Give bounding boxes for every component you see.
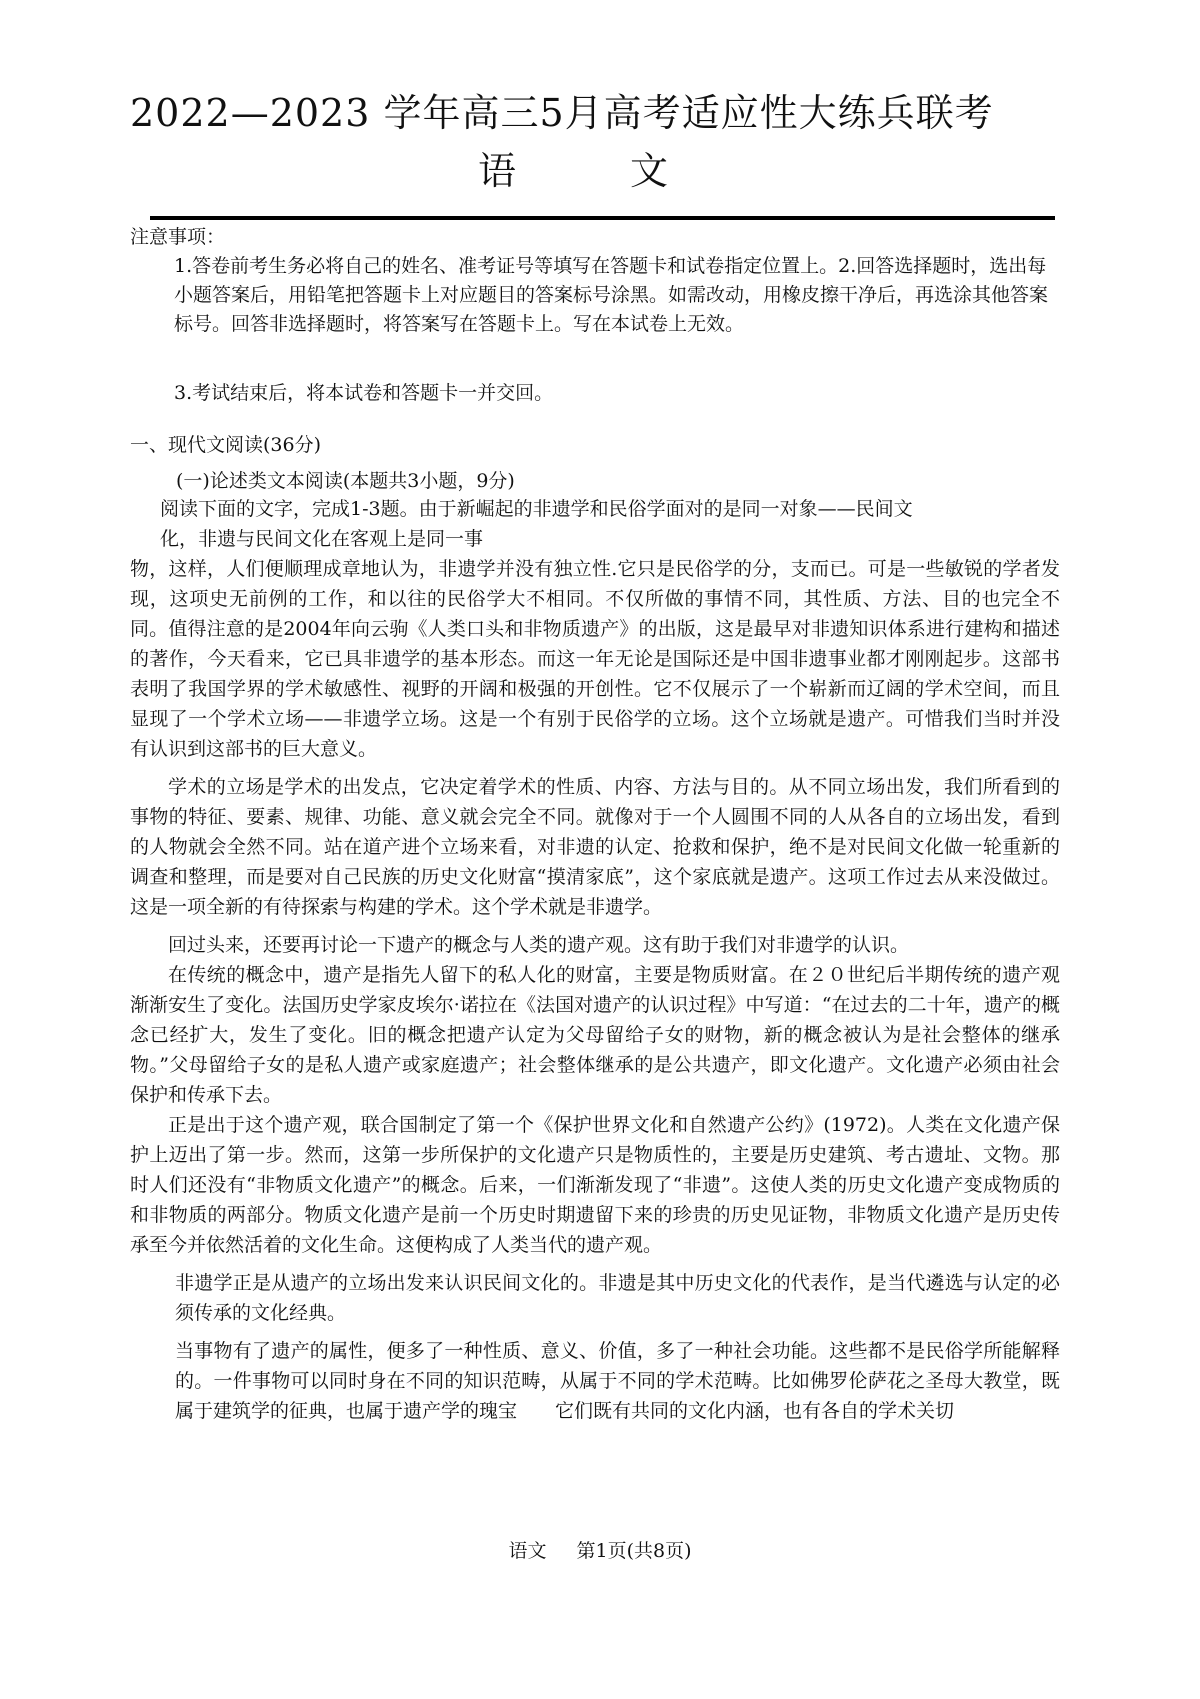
reading-instruction-continued: 化，非遗与民间文化在客观上是同一事 bbox=[160, 528, 484, 550]
passage bbox=[130, 554, 1060, 1426]
notice-item-1: 1.答卷前考生务必将自己的姓名、准考证号等填写在答题卡和试卷指定位置上。2.回答选择题时，选出每小题答案后，用铅笔把答题卡上对应题目的答案标号涂黑。如需改动，用橡皮擦干净后，再选涂其他答案标号。回答非选择题时，将答案写在答题卡上。写在本试卷上无效。 bbox=[174, 255, 1049, 335]
passage-paragraph-1: 物，这样，人们便顺理成章地认为，非遗学并没有独立性.它只是民俗学的分，支而已。可是一些敏锐的学者发现，这项史无前例的工作，和以往的民俗学大不相同。不仅所做的事情不同，其性质、方法、目的也完全不同。值得注意的是2004年向云驹《人类口头和非物质遗产》的出版，这是最早对非遗知识体系进行建构和描述的著作，今天看来，它已具非遗学的基本形态。而这一年无论是国际还是中国非遗事业都才刚刚起步。这部书表明了我国学界的学术敏感性、视野的开阔和极强的开创性。它不仅展示了一个崭新而辽阔的学术空间，而且显现了一个学术立场——非遗学立场。这是一个有别于民俗学的立场。这个立场就是遗产。可惜我们当时并没有认识到这部书的巨大意义。 bbox=[130, 558, 1060, 760]
exam-title: 2022—2023 学年高三5月高考适应性大练兵联考 bbox=[130, 91, 994, 135]
passage-paragraph-6: 非遗学正是从遗产的立场出发来认识民间文化的。非遗是其中历史文化的代表作，是当代遴选与认定的必须传承的文化经典。 bbox=[175, 1272, 1060, 1324]
footer-page-number: 第1页(共8页) bbox=[576, 1540, 692, 1562]
passage-paragraph-7: 当事物有了遗产的属性，便多了一种性质、意义、价值，多了一种社会功能。这些都不是民俗学所能解释的。一件事物可以同时身在不同的知识范畴，从属于不同的学术范畴。比如佛罗伦萨花之圣母大教堂，既属于建筑学的征典，也属于遗产学的瑰宝 它们既有共同的文化内涵，也有各自的学术关切 bbox=[175, 1340, 1060, 1422]
section-heading: 一、现代文阅读(36分) bbox=[130, 434, 322, 456]
notice-heading: 注意事项： bbox=[130, 226, 226, 248]
page-footer bbox=[0, 1536, 1200, 1563]
subject-title: 语 文 bbox=[478, 149, 669, 193]
header-divider bbox=[150, 216, 1055, 220]
passage-paragraph-2: 学术的立场是学术的出发点，它决定着学术的性质、内容、方法与目的。从不同立场出发，我们所看到的事物的特征、要素、规律、功能、意义就会完全不同。就像对于一个人圆围不同的人从各自的立场出发，看到的人物就会全然不同。站在道产进个立场来看，对非遗的认定、抢救和保护，绝不是对民间文化做一轮重新的调查和整理，而是要对自己民族的历史文化财富“摸清家底”，这个家底就是遗产。这项工作过去从来没做过。这是一项全新的有待探索与构建的学术。这个学术就是非遗学。 bbox=[130, 776, 1060, 918]
passage-paragraph-5: 正是出于这个遗产观，联合国制定了第一个《保护世界文化和自然遗产公约》(1972)。人类在文化遗产保护上迈出了第一步。然而，这第一步所保护的文化遗产只是物质性的，主要是历史建筑、考古遗址、文物。那时人们还没有“非物质文化遗产”的概念。后来，一们渐渐发现了“非遗”。这使人类的历史文化遗产变成物质的和非物质的两部分。物质文化遗产是前一个历史时期遗留下来的珍贵的历史见证物，非物质文化遗产是历史传承至今并依然活着的文化生命。这便构成了人类当代的遗产观。 bbox=[130, 1114, 1060, 1256]
passage-paragraph-4: 在传统的概念中，遗产是指先人留下的私人化的财富，主要是物质财富。在２０世纪后半期传统的遗产观渐渐安生了变化。法国历史学家皮埃尔·诺拉在《法国对遗产的认识过程》中写道：“在过去的二十年，遗产的概念已经扩大，发生了变化。旧的概念把遗产认定为父母留给子女的财物，新的概念被认为是社会整体的继承物。”父母留给子女的是私人遗产或家庭遗产；社会整体继承的是公共遗产，即文化遗产。文化遗产必须由社会保护和传承下去。 bbox=[130, 964, 1060, 1106]
footer-subject: 语文 bbox=[508, 1540, 547, 1562]
notice-item-3: 3.考试结束后，将本试卷和答题卡一并交回。 bbox=[174, 382, 554, 404]
passage-paragraph-3: 回过头来，还要再讨论一下遗产的概念与人类的遗产观。这有助于我们对非遗学的认识。 bbox=[168, 934, 910, 956]
subsection-heading: (一)论述类文本阅读(本题共3小题，9分) bbox=[176, 470, 515, 492]
reading-instruction: 阅读下面的文字，完成1-3题。由于新崛起的非遗学和民俗学面对的是同一对象——民间文 bbox=[160, 498, 913, 520]
